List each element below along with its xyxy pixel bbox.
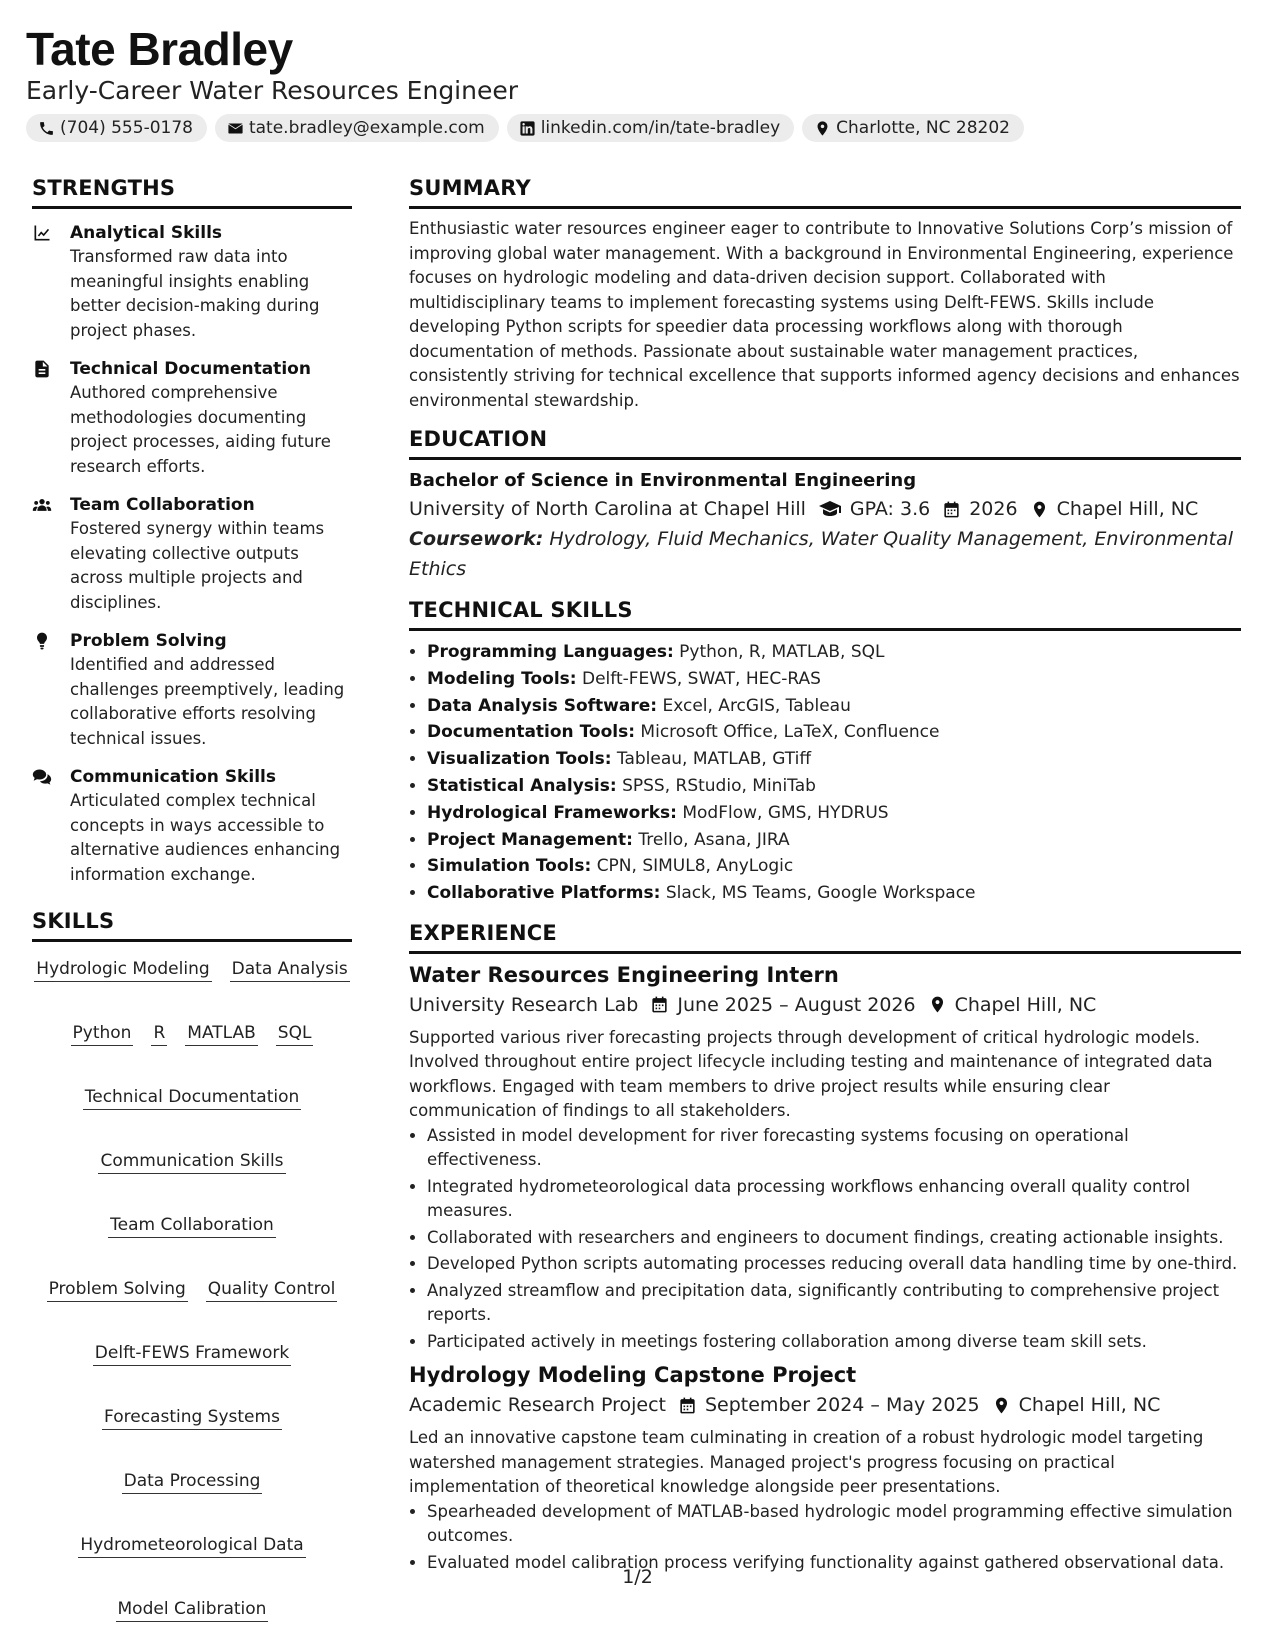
technical-skills-heading: TECHNICAL SKILLS <box>409 598 1241 631</box>
job-meta <box>409 1390 1241 1420</box>
experience-heading: EXPERIENCE <box>409 921 1241 954</box>
contact-phone-text: (704) 555-0178 <box>60 118 193 138</box>
job-dates: September 2024 – May 2025 <box>704 1394 980 1417</box>
skill-tag: Team Collaboration <box>108 1214 276 1238</box>
lightbulb-icon <box>32 631 52 651</box>
list-item <box>427 666 1241 693</box>
skill-tag: Hydrologic Modeling <box>34 958 211 982</box>
list-item <box>427 880 1241 907</box>
education-location: Chapel Hill, NC <box>1056 498 1199 520</box>
skill-tag: Hydrometeorological Data <box>78 1534 305 1558</box>
skill-tag: MATLAB <box>185 1022 258 1046</box>
list-item <box>427 719 1241 746</box>
strength-title: Analytical Skills <box>70 223 223 243</box>
left-column <box>32 176 352 1622</box>
candidate-name: Tate Bradley <box>26 23 293 75</box>
job-org: Academic Research Project <box>409 1394 666 1417</box>
skill-value: Slack, MS Teams, Google Workspace <box>665 883 976 904</box>
graduation-year: 2026 <box>969 498 1018 520</box>
skill-label: Project Management: <box>427 829 633 850</box>
list-item: • Developed Python scripts automating processes reducing overall data handling time by one-third. <box>427 1252 1241 1277</box>
users-icon <box>32 495 52 515</box>
gpa: GPA: 3.6 <box>849 498 931 520</box>
strength-title: Team Collaboration <box>70 495 255 515</box>
skill-tag: Problem Solving <box>47 1278 188 1302</box>
skill-value: SPSS, RStudio, MiniTab <box>622 775 816 796</box>
skill-label: Documentation Tools: <box>427 722 636 743</box>
skill-value: CPN, SIMUL8, AnyLogic <box>596 856 794 877</box>
location-icon <box>928 995 947 1014</box>
linkedin-icon <box>519 120 536 137</box>
skill-tag: Python <box>71 1022 134 1046</box>
coursework-label: Coursework: <box>409 528 544 550</box>
job-location: Chapel Hill, NC <box>954 993 1097 1016</box>
resume-header <box>26 22 1249 142</box>
skill-tag: Data Processing <box>122 1470 263 1494</box>
list-item <box>427 639 1241 666</box>
chart-line-icon <box>32 223 52 243</box>
contact-location[interactable] <box>802 114 1024 142</box>
skill-label: Visualization Tools: <box>427 749 612 770</box>
page-number: 1/2 <box>622 1566 653 1588</box>
job-title: Water Resources Engineering Intern <box>409 962 839 987</box>
job-location: Chapel Hill, NC <box>1018 1394 1161 1417</box>
candidate-title: Early-Career Water Resources Engineer <box>26 76 519 105</box>
list-item <box>427 746 1241 773</box>
job-org: University Research Lab <box>409 993 639 1016</box>
skill-label: Simulation Tools: <box>427 856 592 877</box>
job-bullets <box>409 1500 1241 1576</box>
list-item: • Assisted in model development for river forecasting systems focusing on operational effectiveness. <box>427 1124 1241 1173</box>
school-name: University of North Carolina at Chapel Hill <box>409 498 806 520</box>
list-item <box>427 693 1241 720</box>
strength-item <box>32 629 352 751</box>
calendar-icon <box>942 500 961 519</box>
education-heading: EDUCATION <box>409 427 1241 460</box>
right-column <box>409 176 1241 1577</box>
summary-heading: SUMMARY <box>409 176 1241 209</box>
job-meta <box>409 990 1241 1020</box>
list-item: • Collaborated with researchers and engineers to document findings, creating actionable insights. <box>427 1226 1241 1251</box>
list-item: • Spearheaded development of MATLAB-based hydrologic model programming effective simulation outcomes. <box>427 1500 1241 1549</box>
skill-tag: Delft-FEWS Framework <box>93 1342 291 1366</box>
graduation-cap-icon <box>818 497 842 521</box>
comments-icon <box>32 767 52 787</box>
strength-item <box>32 765 352 887</box>
job-title: Hydrology Modeling Capstone Project <box>409 1363 857 1388</box>
skill-value: Tableau, MATLAB, GTiff <box>616 749 812 770</box>
strengths-heading: STRENGTHS <box>32 176 352 209</box>
skill-value: Delft-FEWS, SWAT, HEC-RAS <box>582 668 821 689</box>
skill-label: Data Analysis Software: <box>427 695 658 716</box>
strength-desc: Identified and addressed challenges preemptively, leading collaborative efforts resolving technical issues. <box>70 655 345 748</box>
skills-tag-list <box>32 958 352 1622</box>
skill-label: Statistical Analysis: <box>427 775 617 796</box>
contact-linkedin[interactable] <box>507 114 794 142</box>
skill-value: Microsoft Office, LaTeX, Confluence <box>640 722 940 743</box>
skill-tag: Forecasting Systems <box>102 1406 282 1430</box>
list-item: • Evaluated model calibration process verifying functionality against gathered observational data. <box>427 1551 1241 1576</box>
contact-location-text: Charlotte, NC 28202 <box>836 118 1010 138</box>
skill-value: Python, R, MATLAB, SQL <box>679 642 885 662</box>
location-icon <box>992 1396 1011 1415</box>
contact-email[interactable] <box>215 114 499 142</box>
strength-title: Communication Skills <box>70 767 276 787</box>
skill-tag: Model Calibration <box>116 1598 269 1622</box>
skill-tag: Communication Skills <box>98 1150 285 1174</box>
skill-tag: R <box>151 1022 167 1046</box>
job-dates: June 2025 – August 2026 <box>677 993 916 1016</box>
experience-section <box>409 921 1241 1576</box>
skill-value: ModFlow, GMS, HYDRUS <box>682 802 889 823</box>
job-bullets <box>409 1124 1241 1355</box>
strength-desc: Authored comprehensive methodologies documenting project processes, aiding future research efforts. <box>70 383 331 476</box>
strength-desc: Fostered synergy within teams elevating collective outputs across multiple projects and disciplines. <box>70 519 325 612</box>
envelope-icon <box>227 120 244 137</box>
skill-label: Programming Languages: <box>427 642 674 662</box>
coursework-list: Hydrology, Fluid Mechanics, Water Quality Management, Environmental Ethics <box>409 528 1233 580</box>
contact-phone[interactable] <box>26 114 207 142</box>
strength-item <box>32 493 352 615</box>
education-meta <box>409 494 1241 524</box>
skills-heading: SKILLS <box>32 909 352 942</box>
job-description: Supported various river forecasting projects through development of critical hydrologic models. Involved throughout entire project lifecycle including testing and maintenance of integrated data workflows. Engaged with team members to drive project results while ensuring clear communication of findings to all stakeholders. <box>409 1027 1213 1121</box>
contact-linkedin-text: linkedin.com/in/tate-bradley <box>540 118 781 138</box>
job-entry <box>409 1360 1241 1575</box>
list-item <box>427 853 1241 880</box>
document-icon <box>32 359 52 379</box>
list-item <box>427 773 1241 800</box>
technical-skills-list <box>409 639 1241 907</box>
skill-label: Collaborative Platforms: <box>427 883 661 904</box>
contact-bar <box>26 114 1249 142</box>
skill-label: Hydrological Frameworks: <box>427 802 677 823</box>
strength-title: Problem Solving <box>70 631 227 651</box>
job-description: Led an innovative capstone team culminating in creation of a robust hydrologic model targeting watershed management strategies. Managed project's progress focusing on practical implementation of theoretical knowledge alongside peer presentations. <box>409 1428 1204 1497</box>
list-item: • Participated actively in meetings fostering collaboration among diverse team skill sets. <box>427 1330 1241 1355</box>
skill-value: Trello, Asana, JIRA <box>638 829 790 850</box>
coursework <box>409 524 1241 584</box>
skill-tag: SQL <box>276 1022 314 1046</box>
strength-title: Technical Documentation <box>70 359 311 379</box>
phone-icon <box>38 120 55 137</box>
list-item: • Analyzed streamflow and precipitation data, significantly contributing to comprehensive project reports. <box>427 1279 1241 1328</box>
summary-text: Enthusiastic water resources engineer eager to contribute to Innovative Solutions Corp’s mission of improving global water management. With a background in Environmental Engineering, experience focuses on hydrologic modeling and data-driven decision support. Collaborated with multidisciplinary teams to implement forecasting systems using Delft-FEWS. Skills include developing Python scripts for speedier data processing workflows along with thorough documentation of methods. Passionate about sustainable water management practices, consistently striving for technical excellence that supports informed agency decisions and enhances environmental stewardship. <box>409 219 1240 410</box>
skill-tag: Technical Documentation <box>83 1086 302 1110</box>
degree-title: Bachelor of Science in Environmental Engineering <box>409 470 917 491</box>
skill-tag: Data Analysis <box>230 958 350 982</box>
job-entry <box>409 960 1241 1355</box>
list-item <box>427 827 1241 854</box>
list-item <box>427 800 1241 827</box>
list-item: • Integrated hydrometeorological data processing workflows enhancing overall quality control measures. <box>427 1175 1241 1224</box>
strength-desc: Articulated complex technical concepts in ways accessible to alternative audiences enhancing information exchange. <box>70 791 341 884</box>
location-icon <box>814 120 831 137</box>
strength-item <box>32 221 352 343</box>
location-icon <box>1030 500 1049 519</box>
technical-skills-section <box>409 598 1241 907</box>
strength-item <box>32 357 352 479</box>
contact-email-text: tate.bradley@example.com <box>248 118 485 138</box>
skill-tag: Quality Control <box>206 1278 338 1302</box>
calendar-icon <box>650 995 669 1014</box>
skill-value: Excel, ArcGIS, Tableau <box>662 695 851 716</box>
calendar-icon <box>678 1396 697 1415</box>
education-section <box>409 427 1241 584</box>
strength-desc: Transformed raw data into meaningful insights enabling better decision-making during project phases. <box>70 247 320 340</box>
skill-label: Modeling Tools: <box>427 668 577 689</box>
